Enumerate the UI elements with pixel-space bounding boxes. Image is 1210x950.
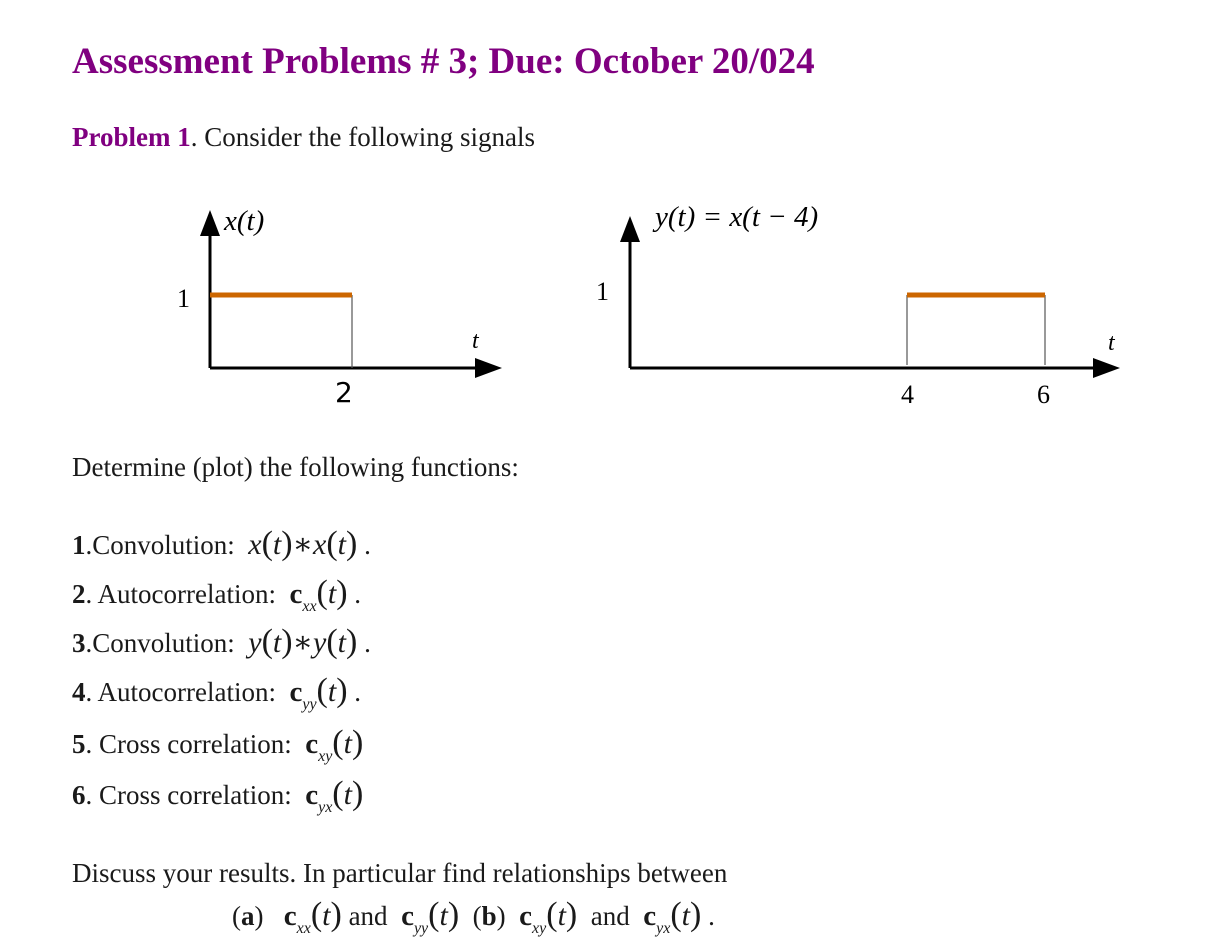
y-y-tick-1: 1 [596,277,609,306]
x-t-tick-2: 2 [335,376,353,409]
x-y-axis-arrow [200,210,220,236]
item-3-name: Convolution: [92,628,235,658]
y-t-axis-arrow [1093,358,1120,378]
relation-a-and: and [348,901,388,931]
discuss-text: Discuss your results. In particular find relationships between [72,858,728,888]
relation-b-cyx: $c_{yx}(t)$ [643,896,702,937]
item-5 [72,724,364,765]
x-t-axis-label: t [472,328,479,354]
item-6-name: Cross correlation: [99,780,292,810]
item-6 [72,775,364,816]
item-1-name: Convolution: [92,530,235,560]
item-3-sep: . [85,628,93,658]
item-4-sep: . [85,677,98,707]
problem-1-text: . Consider the following signals [190,122,535,152]
item-5-number: 5 [72,729,86,759]
item-2: 2. Autocorrelation: $c_{xx}(t)$ . [72,574,362,615]
item-2-sep: . [85,579,98,609]
problem-1-label: Problem 1 [72,122,191,152]
y-t-axis-label: t [1108,330,1115,356]
y-t-tick-6: 6 [1037,380,1050,409]
x-label: x(t) [224,205,265,237]
item-6-formula: $c_{yx}(t)$ [305,775,364,816]
figure-y [596,201,1120,409]
y-y-axis-arrow [620,216,640,242]
determine-instruction: Determine (plot) the following functions: [72,452,519,482]
item-5-name: Cross correlation: [99,729,292,759]
figure-x [177,205,502,409]
item-4-name: Autocorrelation: [97,677,276,707]
item-2-name: Autocorrelation: [97,579,276,609]
item-1-formula: x(t)∗x(t) [248,525,358,562]
item-2-number: 2 [72,579,86,609]
item-2-formula: $c_{xx}(t)$ [289,574,348,615]
item-5-formula: $c_{xy}(t)$ [305,724,364,765]
part-a-label: a [241,901,255,931]
relation-a-cyy: $c_{yy}(t)$ [401,896,460,937]
item-1-sep: . [85,530,93,560]
item-6-number: 6 [72,780,86,810]
item-5-sep: . [85,729,99,759]
page-title: Assessment Problems # 3; Due: October 20/024 [72,41,815,82]
relation-b-and: and [590,901,630,931]
item-4: 4. Autocorrelation: $c_{yy}(t)$ . [72,672,362,713]
y-label: y(t) = x(t − 4) [655,201,819,233]
x-y-tick-1: 1 [177,284,190,313]
item-3-number: 3 [72,628,86,658]
item-6-sep: . [85,780,99,810]
item-3: 3.Convolution: y(t)∗y(t) . [72,623,371,660]
x-t-axis-arrow [475,358,502,378]
signal-figures [0,190,1210,420]
part-b-label: b [481,901,497,931]
item-4-formula: $c_{yy}(t)$ [289,672,348,713]
problem-1-intro [72,122,535,153]
relations-line: (a) $c_{xx}(t)$ and $c_{yy}(t)$ (b) $c_{xy}(t)$ and $c_{yx}(t)$ . [232,896,715,937]
item-1: 1.Convolution: x(t)∗x(t) . [72,525,371,562]
y-t-tick-4: 4 [901,380,914,409]
item-1-number: 1 [72,530,86,560]
relation-a-cxx: $c_{xx}(t)$ [283,896,342,937]
item-3-formula: y(t)∗y(t) [248,623,358,660]
item-4-number: 4 [72,677,86,707]
relation-b-cxy: $c_{xy}(t)$ [519,896,578,937]
